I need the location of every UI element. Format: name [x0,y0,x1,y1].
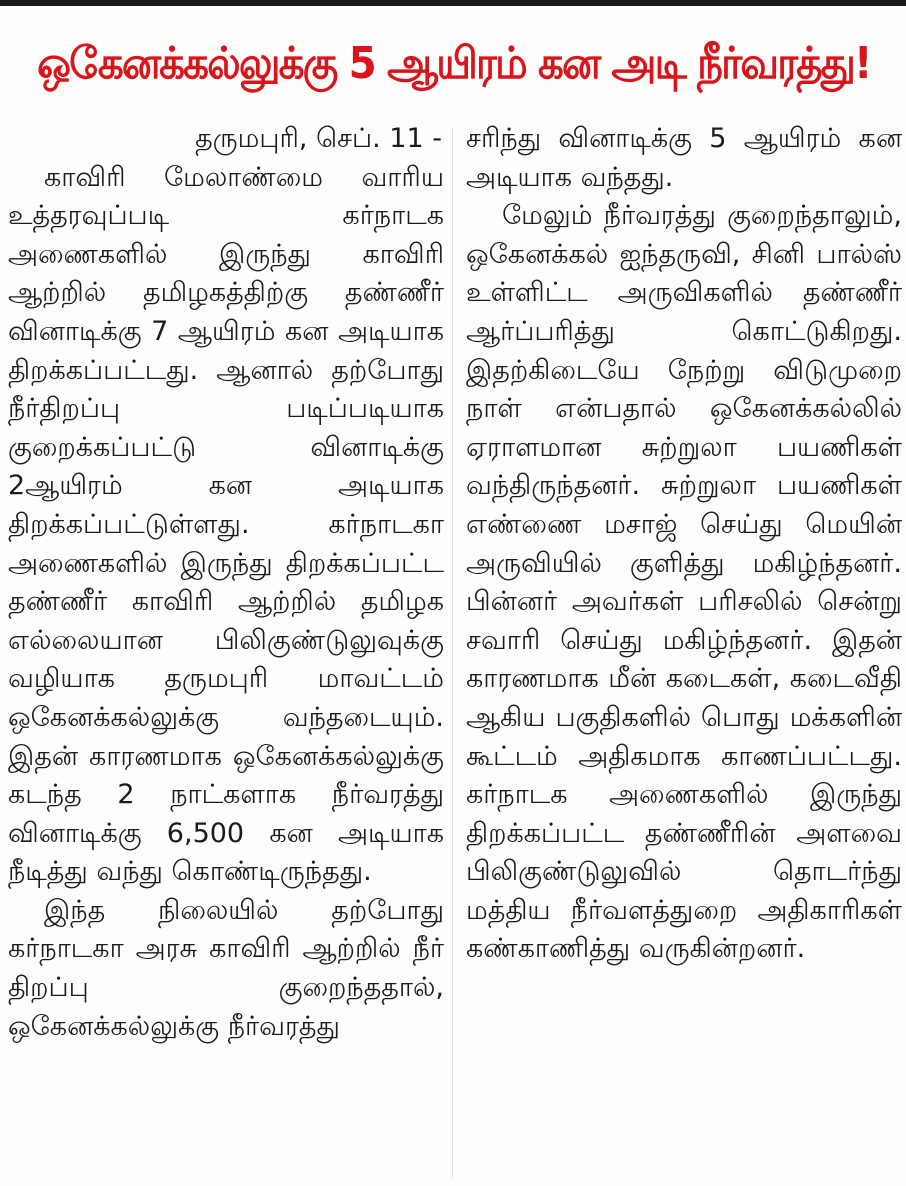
paragraph: மேலும் நீர்வரத்து குறைந்தாலும், ஒகேனக்கல் ஐந்தருவி, சினி பால்ஸ் உள்ளிட்ட அருவிகளில் தண்ணீர் ஆர்ப்பரித்து கொட்டுகிறது. இதற்கிடையே நேற்று விடுமுறை நாள் என்பதால் ஒகேனக்கல்லில் ஏராளமான சுற்றுலா பயணிகள் வந்திருந்தனர். சுற்றுலா பயணிகள் எண்ணை மசாஜ் செய்து மெயின் அருவியில் குளித்து மகிழ்ந்தனர். பின்னர் அவர்கள் பரிசலில் சென்று சவாரி செய்து மகிழ்ந்தனர். இதன் காரணமாக மீன் கடைகள், கடைவீதி ஆகிய பகுதிகளில் பொது மக்களின் கூட்டம் அதிகமாக காணப்பட்டது. கர்நாடக அணைகளில் இருந்து திறக்கப்பட்ட தண்ணீரின் அளவை பிலிகுண்டுலுவில் தொடர்ந்து மத்திய நீர்வளத்துறை அதிகாரிகள் கண்காணித்து வருகின்றனர். [466,200,902,965]
paragraph: சரிந்து வினாடிக்கு 5 ஆயிரம் கன அடியாக வந்தது. [466,123,902,193]
paragraph: இந்த நிலையில் தற்போது கர்நாடகா அரசு காவிரி ஆற்றில் நீர் திறப்பு குறைந்ததால், ஒகேனக்கல்லுக்கு நீர்வரத்து [8,894,444,1042]
top-rule [0,0,906,6]
article-body [0,120,906,1186]
headline: ஒகேனக்கல்லுக்கு 5 ஆயிரம் கன அடி நீர்வரத்து! [37,38,871,89]
dateline: தருமபுரி, செப். 11 - [195,123,442,154]
column-left [8,120,444,1186]
column-right [466,120,902,1186]
paragraph: காவிரி மேலாண்மை வாரிய உத்தரவுப்படி கர்நாடக அணைகளில் இருந்து காவிரி ஆற்றில் தமிழகத்திற்கு தண்ணீர் வினாடிக்கு 7 ஆயிரம் கன அடியாக திறக்கப்பட்டது. ஆனால் தற்போது நீர்திறப்பு படிப்படியாக குறைக்கப்பட்டு வினாடிக்கு 2ஆயிரம் கன அடியாக திறக்கப்பட்டுள்ளது. கர்நாடகா அணைகளில் இருந்து திறக்கப்பட்ட தண்ணீர் காவிரி ஆற்றில் தமிழக எல்லையான பிலிகுண்டுலுவுக்கு வழியாக தருமபுரி மாவட்டம் ஒகேனக்கல்லுக்கு வந்தடையும். இதன் காரணமாக ஒகேனக்கல்லுக்கு கடந்த 2 நாட்களாக நீர்வரத்து வினாடிக்கு 6,500 கன அடியாக நீடித்து வந்து கொண்டிருந்தது. [8,161,444,888]
